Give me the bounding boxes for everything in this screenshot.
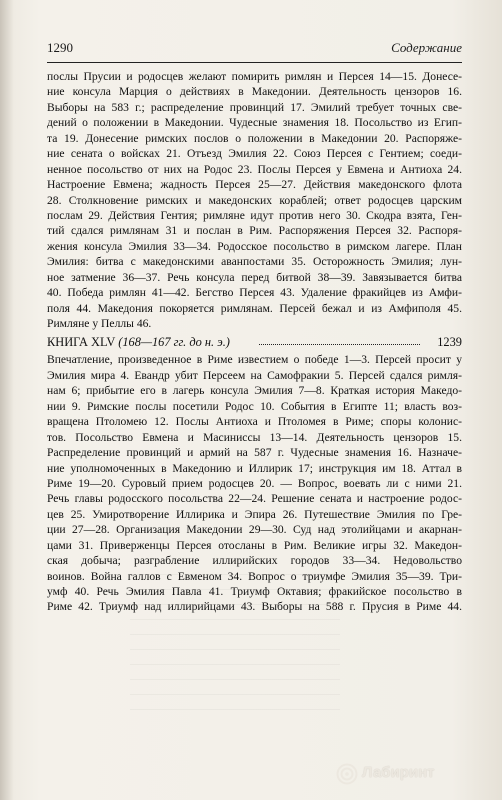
text-line: Эмилия мира 4. Евандр убит Персеем на Самофракии 5. Персей сдался римля- [47, 368, 462, 382]
header-rule [47, 62, 462, 63]
text-line: дений о положении в Македонии. Чудесные знамения 18. Посольство из Егип- [47, 116, 462, 130]
book-heading [47, 335, 462, 352]
book-title: КНИГА XLV [47, 335, 116, 350]
text-line: Риме 42. Триумф над иллирийцами 43. Выборы на 588 г. Прусия в Риме 44. [47, 600, 462, 614]
text-line: ние уполномоченных в Македонию и Иллирик 17; инструкция им 18. Аттал в [47, 461, 462, 475]
text-line: 40. Победа римлян 41—42. Бегство Персея 43. Удаление фракийцев из Амфи- [47, 286, 462, 300]
text-line: Настроение Евмена; жадность Персея 25—27. Действия македонского флота [47, 178, 462, 192]
text-line: Эмилия: битва с македонскими аванпостами 35. Осторожность Эмилия; лун- [47, 255, 462, 269]
leader-dots [259, 344, 420, 345]
text-line: ние консула Марция о действиях в Македонии. Деятельность цензоров 16. [47, 85, 462, 99]
text-line: ции 27—28. Организация Македонии 29—30. Суд над этолийцами и акарнан- [47, 523, 462, 537]
text-line: ская добыча; разграбление иллирийских городов 33—34. Недовольство [47, 554, 462, 568]
text-line: ние сената о войсках 21. Отъезд Эмилия 22. Союз Персея с Гентием; соеди- [47, 147, 462, 161]
text-line: умф 40. Речь Эмилия Павла 41. Триумф Октавия; фракийское посольство в [47, 585, 462, 598]
text-line: послам 29. Действия Гентия; римляне идут против него 30. Скодра взята, Ген- [47, 208, 462, 222]
text-line: Риме 19—20. Суровый прием родосцев 20. — Вопрос, воевать ли с ними 21. [47, 476, 462, 490]
text-line: воинов. Война галлов с Евменом 34. Вопрос о триумфе Эмилия 35—39. Три- [47, 569, 462, 583]
text-line: послы Прусии и родосцев желают помирить римлян и Персея 14—15. Донесе- [47, 70, 462, 83]
paragraph-book-44-continued [47, 69, 462, 331]
labyrinth-watermark [330, 762, 480, 788]
text-line: ное затмение 36—37. Речь консула перед битвой 38—39. Завязывается битва [47, 270, 462, 284]
text-line: Римляне у Пеллы 46. [47, 317, 152, 330]
text-line: цев 25. Умиротворение Иллирика и Эпира 26. Путешествие Эмилия по Гре- [47, 507, 462, 521]
book-page-number: 1239 [437, 335, 462, 350]
watermark-text: Лабиринт [362, 764, 435, 781]
text-line: вращена Птоломею 12. Послы Антиоха и Птоломея в Риме; споры колонис- [47, 415, 462, 429]
labyrinth-logo-icon [336, 763, 358, 785]
text-line: цами 31. Приверженцы Персея отосланы в Рим. Великие игры 32. Македон- [47, 538, 462, 552]
text-line: нии 9. Римские послы посетили Родос 10. События в Египте 11; власть воз- [47, 399, 462, 413]
text-line: тий сдался римлянам 31 и послан в Рим. Распоряжения Персея 32. Распоря- [47, 224, 462, 238]
text-line: Речь главы родосского посольства 22—24. Решение сената и настроение родос- [47, 492, 462, 506]
text-line: Выборы на 583 г.; распределение провинций 17. Эмилий требует точных све- [47, 100, 462, 114]
paragraph-book-45 [47, 352, 462, 614]
text-line: нам 6; прибытие его в лагерь консула Эмилия 7—8. Краткая история Македо- [47, 384, 462, 398]
text-line: тов. Посольство Евмена и Масиниссы 13—14. Деятельность цензоров 15. [47, 430, 462, 444]
text-line: 28. Столкновение римских и македонских кораблей; ответ родосцев царским [47, 193, 462, 207]
text-line: ненное посольство от них на Родос 23. Послы Персея у Евмена и Антиоха 24. [47, 162, 462, 176]
page-header [47, 40, 462, 58]
text-line: жения консула Эмилия 33—34. Родосское посольство в римском лагере. План [47, 239, 462, 253]
contents-body [47, 69, 462, 615]
text-line: та 19. Донесение римских послов о положении в Македонии 20. Распоряже- [47, 131, 462, 145]
text-line: поля 44. Македония покоряется римлянам. Персей бежал и из Амфиполя 45. [47, 301, 462, 315]
page-number: 1290 [47, 40, 73, 55]
book-years: (168—167 гг. до н. э.) [118, 335, 230, 350]
text-line: Распределение провинций и армий на 587 г. Чудесные знамения 16. Назначе- [47, 446, 462, 460]
text-line: Впечатление, произведенное в Риме известием о победе 1—3. Персей просит у [47, 353, 462, 367]
running-head: Содержание [391, 40, 462, 55]
